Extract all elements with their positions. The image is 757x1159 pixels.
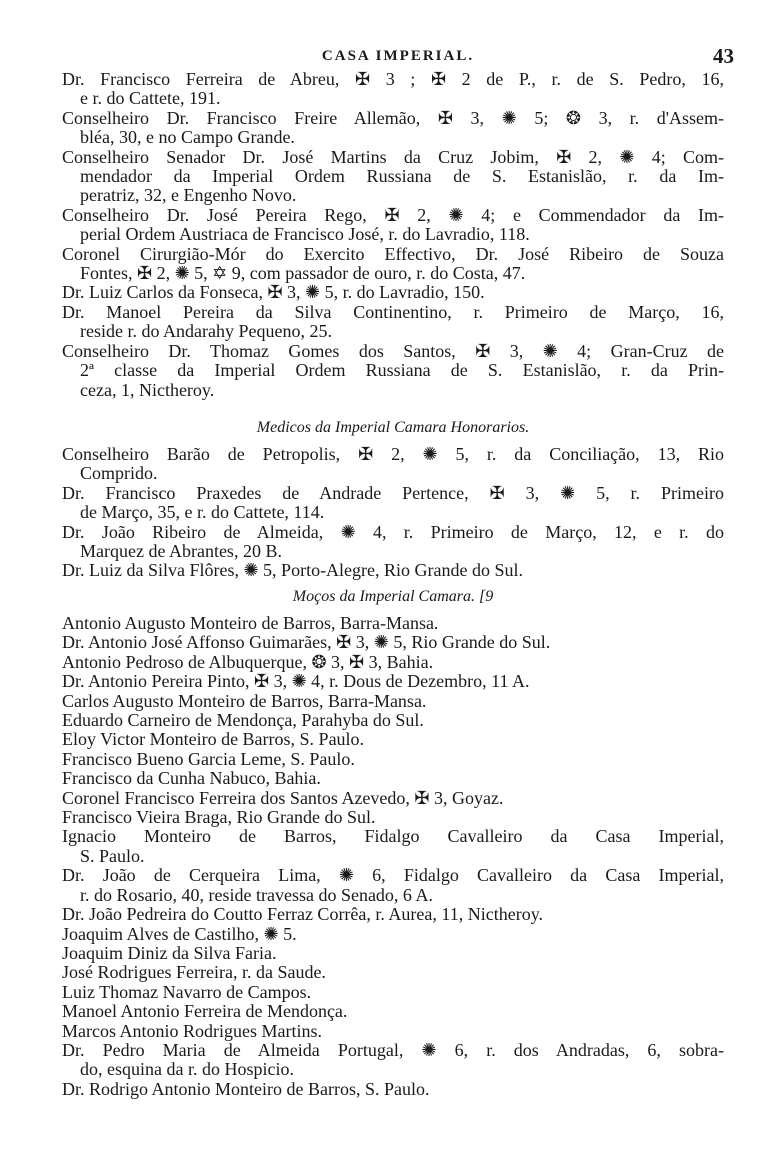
entry-line: e r. do Cattete, 191. <box>80 88 221 109</box>
entry-line: Joaquim Diniz da Silva Faria. <box>62 942 277 963</box>
list-entry <box>62 730 724 749</box>
list-entry <box>62 484 724 523</box>
entry-line: Eloy Victor Monteiro de Barros, S. Paulo. <box>62 729 365 750</box>
list-entry <box>62 303 724 342</box>
entry-line: do, esquina da r. do Hospicio. <box>80 1059 294 1080</box>
list-entry <box>62 653 724 672</box>
list-entry <box>62 1080 724 1099</box>
list-entry <box>62 905 724 924</box>
entry-line: Conselheiro Senador Dr. José Martins da Cruz Jobim, ✠ 2, ✺ 4; Com- <box>62 146 724 167</box>
entry-line: Luiz Thomaz Navarro de Campos. <box>62 981 312 1002</box>
list-entry <box>62 750 724 769</box>
entry-line: Dr. Antonio José Affonso Guimarães, ✠ 3, ✺ 5, Rio Grande do Sul. <box>62 632 551 653</box>
entry-line: Fontes, ✠ 2, ✺ 5, ✡ 9, com passador de ouro, r. do Costa, 47. <box>80 263 526 284</box>
entry-line: Coronel Cirurgião-Mór do Exercito Effectivo, Dr. José Ribeiro de Souza <box>62 243 724 264</box>
list-entry <box>62 1022 724 1041</box>
entry-line: Dr. Francisco Praxedes de Andrade Pertence, ✠ 3, ✺ 5, r. Primeiro <box>62 482 724 503</box>
running-title: CASA IMPERIAL. <box>321 48 475 64</box>
entry-line: Francisco Vieira Braga, Rio Grande do Sul. <box>62 807 376 828</box>
entry-line: r. do Rosario, 40, reside travessa do Senado, 6 A. <box>80 884 433 905</box>
list-entry <box>62 283 724 302</box>
entry-line: Conselheiro Dr. Thomaz Gomes dos Santos, ✠ 3, ✺ 4; Gran-Cruz de <box>62 340 724 361</box>
entry-line: Eduardo Carneiro de Mendonça, Parahyba do Sul. <box>62 710 424 731</box>
entry-line: bléa, 30, e no Campo Grande. <box>80 127 295 148</box>
entry-line: Dr. João Ribeiro de Almeida, ✺ 4, r. Primeiro de Março, 12, e r. do <box>62 521 724 542</box>
entry-line: Joaquim Alves de Castilho, ✺ 5. <box>62 923 297 944</box>
list-entry <box>62 1041 724 1080</box>
entry-line: Dr. João de Cerqueira Lima, ✺ 6, Fidalgo Cavalleiro da Casa Imperial, <box>62 865 724 886</box>
entry-line: José Rodrigues Ferreira, r. da Saude. <box>62 962 326 983</box>
list-entry <box>62 614 724 633</box>
entry-line: Dr. Rodrigo Antonio Monteiro de Barros, S. Paulo. <box>62 1078 430 1099</box>
list-entry <box>62 445 724 484</box>
list-entry <box>62 109 724 148</box>
list-entry <box>62 70 724 109</box>
list-entry <box>62 1002 724 1021</box>
entry-line: peratriz, 32, e Engenho Novo. <box>80 185 297 206</box>
entry-line: Marquez de Abrantes, 20 B. <box>80 541 282 562</box>
entry-line: de Março, 35, e r. do Cattete, 114. <box>80 502 325 523</box>
entry-line: Dr. Antonio Pereira Pinto, ✠ 3, ✺ 4, r. Dous de Dezembro, 11 A. <box>62 671 530 692</box>
entry-line: 2ª classe da Imperial Ordem Russiana de S. Estanislão, r. da Prin- <box>80 360 724 381</box>
entry-line: mendador da Imperial Ordem Russiana de S. Estanislão, r. da Im- <box>80 166 724 187</box>
list-entry <box>62 245 724 284</box>
section-officials <box>62 70 724 400</box>
entry-line: perial Ordem Austriaca de Francisco José, r. do Lavradio, 118. <box>80 224 530 245</box>
entry-line: reside r. do Andarahy Pequeno, 25. <box>80 321 332 342</box>
entry-line: S. Paulo. <box>80 845 145 866</box>
page-number: 43 <box>713 44 734 68</box>
entry-line: Dr. Manoel Pereira da Silva Continentino, r. Primeiro de Março, 16, <box>62 301 724 322</box>
list-entry <box>62 633 724 652</box>
entry-line: ceza, 1, Nictheroy. <box>80 379 215 400</box>
list-entry <box>62 672 724 691</box>
entry-line: Conselheiro Dr. Francisco Freire Allemão, ✠ 3, ✺ 5; ❂ 3, r. d'Assem- <box>62 107 724 128</box>
entry-line: Conselheiro Barão de Petropolis, ✠ 2, ✺ 5, r. da Conciliação, 13, Rio <box>62 444 724 464</box>
section-heading-medicos-honorarios: Medicos da Imperial Camara Honorarios. <box>256 419 530 436</box>
list-entry <box>62 148 724 206</box>
entry-line: Coronel Francisco Ferreira dos Santos Azevedo, ✠ 3, Goyaz. <box>62 787 504 808</box>
entry-line: Marcos Antonio Rodrigues Martins. <box>62 1020 322 1041</box>
list-entry <box>62 711 724 730</box>
section-mocos-camara <box>62 614 724 1099</box>
list-entry <box>62 789 724 808</box>
entry-line: Ignacio Monteiro de Barros, Fidalgo Cavalleiro da Casa Imperial, <box>62 826 724 847</box>
entry-line: Dr. João Pedreira do Coutto Ferraz Corrêa, r. Aurea, 11, Nictheroy. <box>62 904 544 925</box>
list-entry <box>62 561 724 580</box>
entry-line: Dr. Pedro Maria de Almeida Portugal, ✺ 6, r. dos Andradas, 6, sobra- <box>62 1039 724 1060</box>
list-entry <box>62 342 724 400</box>
entry-line: Dr. Francisco Ferreira de Abreu, ✠ 3 ; ✠ 2 de P., r. de S. Pedro, 16, <box>62 69 724 89</box>
entry-line: Carlos Augusto Monteiro de Barros, Barra-Mansa. <box>62 690 427 711</box>
list-entry <box>62 808 724 827</box>
entry-line: Comprido. <box>80 463 158 484</box>
entry-line: Dr. Luiz Carlos da Fonseca, ✠ 3, ✺ 5, r. do Lavradio, 150. <box>62 282 485 303</box>
list-entry <box>62 769 724 788</box>
list-entry <box>62 692 724 711</box>
section-medicos-honorarios <box>62 445 724 581</box>
entry-line: Dr. Luiz da Silva Flôres, ✺ 5, Porto-Alegre, Rio Grande do Sul. <box>62 560 524 581</box>
list-entry <box>62 983 724 1002</box>
list-entry <box>62 206 724 245</box>
list-entry <box>62 963 724 982</box>
entry-line: Antonio Pedroso de Albuquerque, ❂ 3, ✠ 3, Bahia. <box>62 651 434 672</box>
entry-line: Conselheiro Dr. José Pereira Rego, ✠ 2, ✺ 4; e Commendador da Im- <box>62 204 724 225</box>
entry-line: Francisco Bueno Garcia Leme, S. Paulo. <box>62 748 355 769</box>
entry-line: Francisco da Cunha Nabuco, Bahia. <box>62 768 321 789</box>
list-entry <box>62 866 724 905</box>
list-entry <box>62 925 724 944</box>
entry-line: Antonio Augusto Monteiro de Barros, Barra-Mansa. <box>62 613 439 633</box>
page-header <box>62 44 734 68</box>
list-entry <box>62 827 724 866</box>
entry-line: Manoel Antonio Ferreira de Mendonça. <box>62 1001 348 1022</box>
section-heading-mocos-camara: Moços da Imperial Camara. [9 <box>292 588 494 605</box>
list-entry <box>62 944 724 963</box>
list-entry <box>62 523 724 562</box>
